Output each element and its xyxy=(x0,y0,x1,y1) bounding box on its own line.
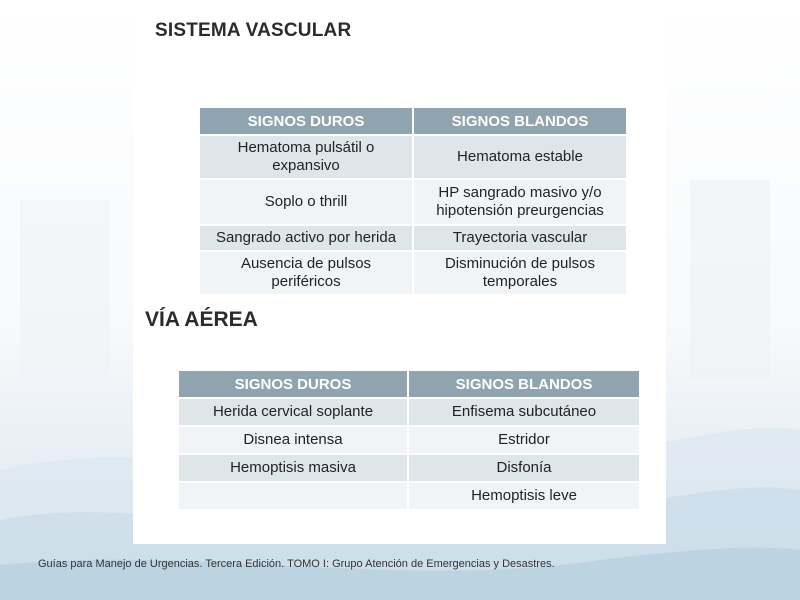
table-row xyxy=(179,483,639,511)
vascular-signs-table xyxy=(200,108,626,296)
airway-signs-table xyxy=(179,371,639,511)
table-row xyxy=(200,136,626,180)
hard-sign-cell: Soplo o thrill xyxy=(200,180,414,226)
soft-sign-cell: Enfisema subcutáneo xyxy=(409,399,639,427)
section-title-airway: VÍA AÉREA xyxy=(145,308,258,331)
soft-sign-cell: Trayectoria vascular xyxy=(414,226,626,252)
hard-sign-cell: Herida cervical soplante xyxy=(179,399,409,427)
header-hard-signs: SIGNOS DUROS xyxy=(200,108,414,136)
header-soft-signs: SIGNOS BLANDOS xyxy=(409,371,639,399)
footer-citation: Guías para Manejo de Urgencias. Tercera Edición. TOMO I: Grupo Atención de Emergencias y Desastres. xyxy=(38,558,555,570)
table-row xyxy=(200,180,626,226)
soft-sign-cell: Disfonía xyxy=(409,455,639,483)
table-header-row xyxy=(200,108,626,136)
hard-sign-cell: Hematoma pulsátil o expansivo xyxy=(200,136,414,180)
hard-sign-cell xyxy=(179,483,409,511)
header-soft-signs: SIGNOS BLANDOS xyxy=(414,108,626,136)
table-row xyxy=(200,252,626,296)
hard-sign-cell: Hemoptisis masiva xyxy=(179,455,409,483)
soft-sign-cell: Hemoptisis leve xyxy=(409,483,639,511)
table-header-row xyxy=(179,371,639,399)
hard-sign-cell: Disnea intensa xyxy=(179,427,409,455)
soft-sign-cell: HP sangrado masivo y/o hipotensión preurgencias xyxy=(414,180,626,226)
header-hard-signs: SIGNOS DUROS xyxy=(179,371,409,399)
table-row xyxy=(179,427,639,455)
soft-sign-cell: Hematoma estable xyxy=(414,136,626,180)
soft-sign-cell: Disminución de pulsos temporales xyxy=(414,252,626,296)
table-row xyxy=(179,455,639,483)
table-row xyxy=(179,399,639,427)
hard-sign-cell: Sangrado activo por herida xyxy=(200,226,414,252)
hard-sign-cell: Ausencia de pulsos periféricos xyxy=(200,252,414,296)
section-title-vascular: SISTEMA VASCULAR xyxy=(155,20,352,41)
soft-sign-cell: Estridor xyxy=(409,427,639,455)
table-row xyxy=(200,226,626,252)
